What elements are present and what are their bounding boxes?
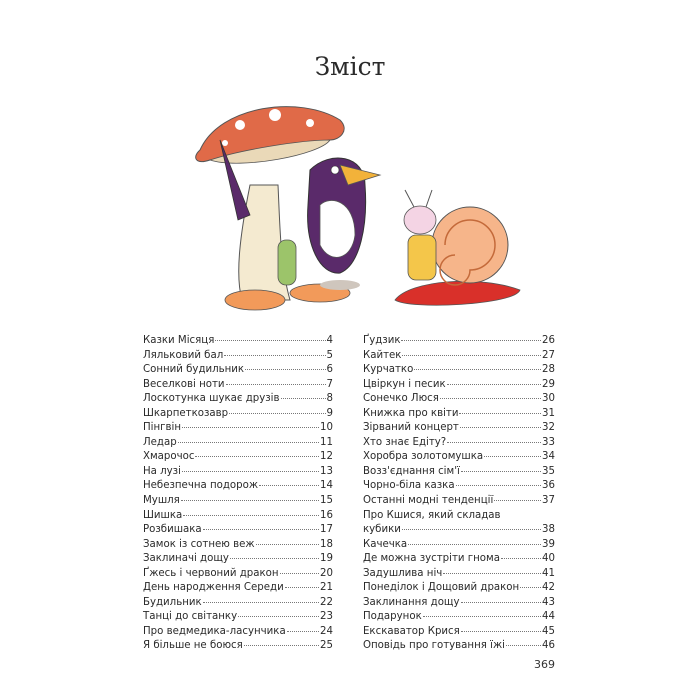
dot-leader <box>287 631 319 632</box>
toc-entry-page: 14 <box>320 480 333 492</box>
dot-leader <box>443 573 541 574</box>
toc-entry-title: Шкарпеткозавр <box>143 407 229 419</box>
toc-entry[interactable] <box>143 509 333 524</box>
dot-leader <box>256 544 320 545</box>
toc-entry-title: Останні модні тенденції <box>363 495 494 507</box>
toc-entry-title: Хмарочос <box>143 451 195 463</box>
toc-entry[interactable] <box>363 567 555 582</box>
toc-entry-title: На лузі <box>143 465 181 477</box>
dot-leader <box>224 355 325 356</box>
dot-leader <box>484 456 541 457</box>
toc-entry-page: 23 <box>320 611 333 623</box>
dot-leader <box>460 427 541 428</box>
dot-leader <box>181 500 319 501</box>
toc-entry-page: 12 <box>320 451 333 463</box>
toc-entry-title: Кайтек <box>363 349 402 361</box>
toc-entry-title: Розбишака <box>143 524 202 536</box>
toc-entry[interactable] <box>143 479 333 494</box>
illustration-mushroom-penguin-snail <box>180 95 540 315</box>
toc-entry[interactable] <box>143 567 333 582</box>
dot-leader <box>461 602 541 603</box>
dot-leader <box>402 529 541 530</box>
toc-entry-page: 42 <box>542 582 555 594</box>
toc-entry-page: 9 <box>326 407 333 419</box>
toc-entry-page: 35 <box>542 465 555 477</box>
toc-entry-title: Заклинання дощу <box>363 596 460 608</box>
toc-entry-title: Цвіркун і песик <box>363 378 446 390</box>
toc-entry-page: 24 <box>320 625 333 637</box>
toc-entry[interactable] <box>363 639 555 654</box>
toc-entry-title: Екскаватор Крися <box>363 625 460 637</box>
toc-entry[interactable] <box>363 363 555 378</box>
dot-leader <box>195 456 319 457</box>
toc-entry[interactable] <box>143 581 333 596</box>
toc-entry-page: 29 <box>542 378 555 390</box>
dot-leader <box>215 340 325 341</box>
toc-entry-page: 43 <box>542 596 555 608</box>
toc-entry-title: Замок із сотнею веж <box>143 538 255 550</box>
dot-leader <box>447 384 541 385</box>
toc-entry-page: 32 <box>542 422 555 434</box>
dot-leader <box>520 587 541 588</box>
toc-entry[interactable] <box>363 581 555 596</box>
toc-entry-title: Оповідь про готування їжі <box>363 640 505 652</box>
toc-entry-page: 19 <box>320 553 333 565</box>
toc-entry-title: Небезпечна подорож <box>143 480 259 492</box>
toc-entry-title: Будильник <box>143 596 202 608</box>
dot-leader <box>259 485 319 486</box>
dot-leader <box>229 413 325 414</box>
toc-entry-page: 8 <box>326 393 333 405</box>
toc-entry-page: 13 <box>320 465 333 477</box>
toc-entry[interactable] <box>143 421 333 436</box>
toc-entry-title: Хто знає Едіту? <box>363 436 447 448</box>
toc-entry[interactable] <box>143 494 333 509</box>
toc-entry-page: 39 <box>542 538 555 550</box>
toc-entry-title: Понеділок і Дощовий дракон <box>363 582 520 594</box>
toc-entry[interactable] <box>363 552 555 567</box>
toc-entry-title: Сонечко Люся <box>363 393 439 405</box>
toc-entry-title: Сонний будильник <box>143 364 245 376</box>
toc-entry[interactable] <box>363 610 555 625</box>
toc-entry-page: 30 <box>542 393 555 405</box>
toc-entry[interactable] <box>143 436 333 451</box>
toc-entry-page: 4 <box>326 335 333 346</box>
toc-entry-page: 34 <box>542 451 555 463</box>
toc-entry[interactable] <box>363 378 555 393</box>
toc-right-column <box>363 334 555 654</box>
toc-entry-title: Задушлива ніч <box>363 567 443 579</box>
dot-leader <box>281 398 326 399</box>
toc-entry[interactable] <box>143 378 333 393</box>
dot-leader <box>459 413 541 414</box>
toc-entry[interactable] <box>363 538 555 553</box>
toc-entry-page: 46 <box>542 640 555 652</box>
dot-leader <box>461 631 541 632</box>
dot-leader <box>238 616 319 617</box>
toc-entry[interactable] <box>363 625 555 640</box>
toc-entry[interactable] <box>143 334 333 349</box>
dot-leader <box>414 369 541 370</box>
toc-entry-page: 37 <box>542 495 555 507</box>
dot-leader <box>408 544 541 545</box>
dot-leader <box>244 645 319 646</box>
toc-entry-title: Лоскотунка шукає друзів <box>143 393 280 405</box>
toc-entry[interactable] <box>143 610 333 625</box>
dot-leader <box>178 442 319 443</box>
toc-entry-page: 27 <box>542 349 555 361</box>
toc-entry[interactable] <box>363 450 555 465</box>
toc-entry[interactable] <box>363 392 555 407</box>
toc-entry[interactable] <box>143 552 333 567</box>
toc-entry-page: 41 <box>542 567 555 579</box>
toc-entry[interactable] <box>143 392 333 407</box>
page-number: 369 <box>534 658 555 671</box>
toc-entry-title: Шишка <box>143 509 183 521</box>
toc-entry[interactable] <box>363 509 555 538</box>
toc-entry[interactable] <box>363 479 555 494</box>
toc-entry-page: 21 <box>320 582 333 594</box>
toc-entry-title: Курчатко <box>363 364 414 376</box>
toc-entry-title: Книжка про квіти <box>363 407 459 419</box>
toc-entry-title: Ґудзик <box>363 335 401 346</box>
dot-leader <box>440 398 541 399</box>
dot-leader <box>401 340 541 341</box>
toc-entry-page: 6 <box>326 364 333 376</box>
toc-entry[interactable] <box>363 349 555 364</box>
toc-entry-page: 5 <box>326 349 333 361</box>
snail-illustration <box>395 190 520 305</box>
toc-entry[interactable] <box>363 436 555 451</box>
toc-entry-title: День народження Середи <box>143 582 284 594</box>
toc-entry-title: Про ведмедика-ласунчика <box>143 625 286 637</box>
page-title: Зміст <box>314 52 386 81</box>
toc-entry-title: Ґжесь і червоний дракон <box>143 567 279 579</box>
toc-entry[interactable] <box>363 465 555 480</box>
toc-entry[interactable] <box>143 523 333 538</box>
toc-entry-page: 10 <box>320 422 333 434</box>
dot-leader <box>506 645 541 646</box>
dot-leader <box>494 500 541 501</box>
toc-entry[interactable] <box>143 349 333 364</box>
toc-entry-title: Ледар <box>143 436 177 448</box>
toc-entry-page: 38 <box>542 524 555 536</box>
toc-entry-title: Пінгвін <box>143 422 181 434</box>
toc-entry[interactable] <box>363 334 555 349</box>
toc-entry-page: 11 <box>320 436 333 448</box>
toc-entry-page: 18 <box>320 538 333 550</box>
toc-entry[interactable] <box>363 407 555 422</box>
dot-leader <box>183 515 319 516</box>
toc-entry-title: Де можна зустріти гнома <box>363 553 500 565</box>
toc-entry-page: 15 <box>320 495 333 507</box>
toc-entry-title: Мушля <box>143 495 180 507</box>
toc-entry-title: Возз'єднання сім'ї <box>363 465 460 477</box>
toc-entry-page: 40 <box>542 553 555 565</box>
toc-entry-page: 17 <box>320 524 333 536</box>
toc-entry[interactable] <box>143 450 333 465</box>
dot-leader <box>280 573 320 574</box>
toc-entry[interactable] <box>143 538 333 553</box>
toc-entry-title: Веселкові ноти <box>143 378 225 390</box>
toc-entry-page: 36 <box>542 480 555 492</box>
toc-entry-title: Чорно-біла казка <box>363 480 455 492</box>
toc-entry[interactable] <box>363 494 555 509</box>
toc-entry[interactable] <box>363 421 555 436</box>
dot-leader <box>182 471 319 472</box>
dot-leader <box>402 355 541 356</box>
toc-entry-title: Подарунок <box>363 611 422 623</box>
dot-leader <box>285 587 319 588</box>
dot-leader <box>447 442 541 443</box>
toc-entry-title: Про Кшися, який складав <box>363 509 501 521</box>
toc-entry-page: 7 <box>326 378 333 390</box>
dot-leader <box>182 427 319 428</box>
dot-leader <box>501 558 541 559</box>
toc-entry[interactable] <box>143 596 333 611</box>
toc-entry-page: 16 <box>320 509 333 521</box>
toc-entry-page: 22 <box>320 596 333 608</box>
toc-entry-title: Зірваний концерт <box>363 422 459 434</box>
toc-entry-page: 28 <box>542 364 555 376</box>
toc-entry[interactable] <box>143 639 333 654</box>
dot-leader <box>423 616 541 617</box>
toc-entry-title: Казки Місяця <box>143 335 215 346</box>
toc-entry-title: Я більше не боюся <box>143 640 243 652</box>
toc-entry[interactable] <box>143 363 333 378</box>
toc-left-column <box>143 334 333 654</box>
toc-entry[interactable] <box>143 465 333 480</box>
toc-entry-page: 20 <box>320 567 333 579</box>
dot-leader <box>245 369 325 370</box>
toc-entry[interactable] <box>143 407 333 422</box>
toc-entry[interactable] <box>143 625 333 640</box>
toc-entry-page: 26 <box>542 335 555 346</box>
toc-entry-title: Танці до світанку <box>143 611 238 623</box>
toc-entry-title: Заклиначі дощу <box>143 553 229 565</box>
dot-leader <box>203 529 319 530</box>
toc-entry-page: 33 <box>542 436 555 448</box>
toc-entry-page: 31 <box>542 407 555 419</box>
toc-entry-title-line2: кубики <box>363 524 401 536</box>
dot-leader <box>456 485 541 486</box>
toc-entry-title: Ляльковий бал <box>143 349 224 361</box>
dot-leader <box>230 558 319 559</box>
toc-entry-page: 44 <box>542 611 555 623</box>
toc-entry-title: Качечка <box>363 538 408 550</box>
dot-leader <box>203 602 319 603</box>
toc-entry-page: 25 <box>320 640 333 652</box>
toc-entry-title: Хоробра золотомушка <box>363 451 484 463</box>
dot-leader <box>461 471 541 472</box>
dot-leader <box>226 384 326 385</box>
toc-entry[interactable] <box>363 596 555 611</box>
toc-entry-page: 45 <box>542 625 555 637</box>
